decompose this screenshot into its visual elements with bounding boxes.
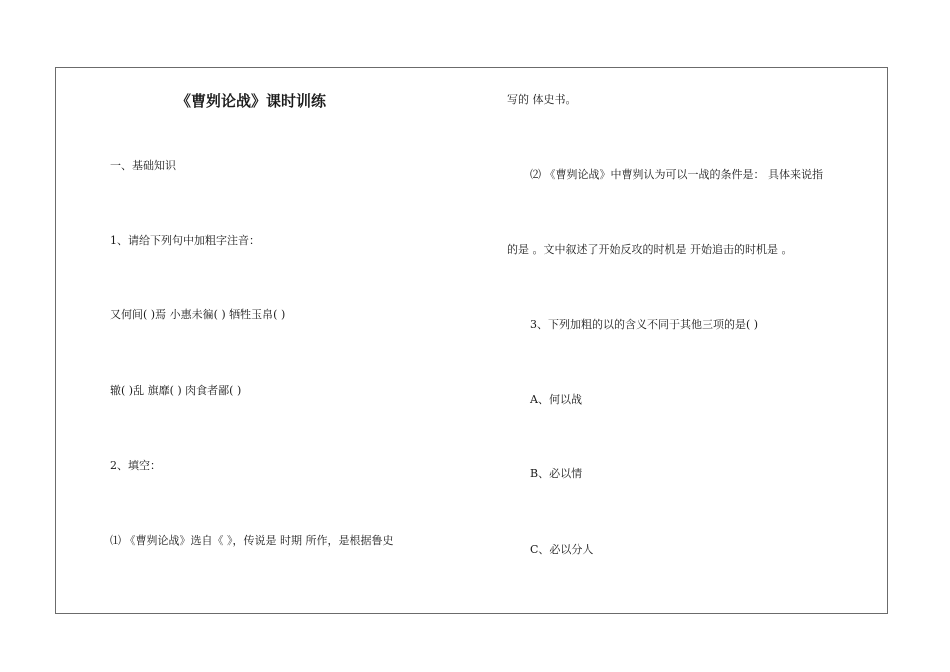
question-1-line-1: 又何间( )焉 小惠未徧( ) 牺牲玉帛( ) (110, 308, 286, 321)
section-basic-knowledge: 一、基础知识 (110, 159, 176, 172)
question-2-part-2-line-2: 的是 。文中叙述了开始反攻的时机是 开始追击的时机是 。 (507, 243, 793, 256)
question-1-line-2: 辙( )乱 旗靡( ) 肉食者鄙( ) (110, 384, 242, 397)
page-border (55, 67, 888, 614)
option-a: A、何以战 (530, 393, 582, 406)
question-2-part-1: ⑴ 《曹刿论战》选自《 》，传说是 时期 所作，是根据鲁史 (110, 534, 394, 547)
question-2-prompt: 2、填空： (110, 459, 161, 472)
question-3-prompt: 3、下列加粗的以的含义不同于其他三项的是( ) (530, 318, 759, 331)
option-c: C、必以分人 (530, 543, 594, 556)
page-title: 《曹刿论战》课时训练 (176, 92, 327, 110)
question-2-part-2-line-1: ⑵ 《曹刿论战》中曹刿认为可以一战的条件是： 具体来说指 (530, 168, 823, 181)
question-2-part-1-continued: 写的 体史书。 (507, 93, 577, 106)
option-b: B、必以情 (530, 467, 583, 480)
question-1-prompt: 1、请给下列句中加粗字注音： (110, 234, 260, 247)
